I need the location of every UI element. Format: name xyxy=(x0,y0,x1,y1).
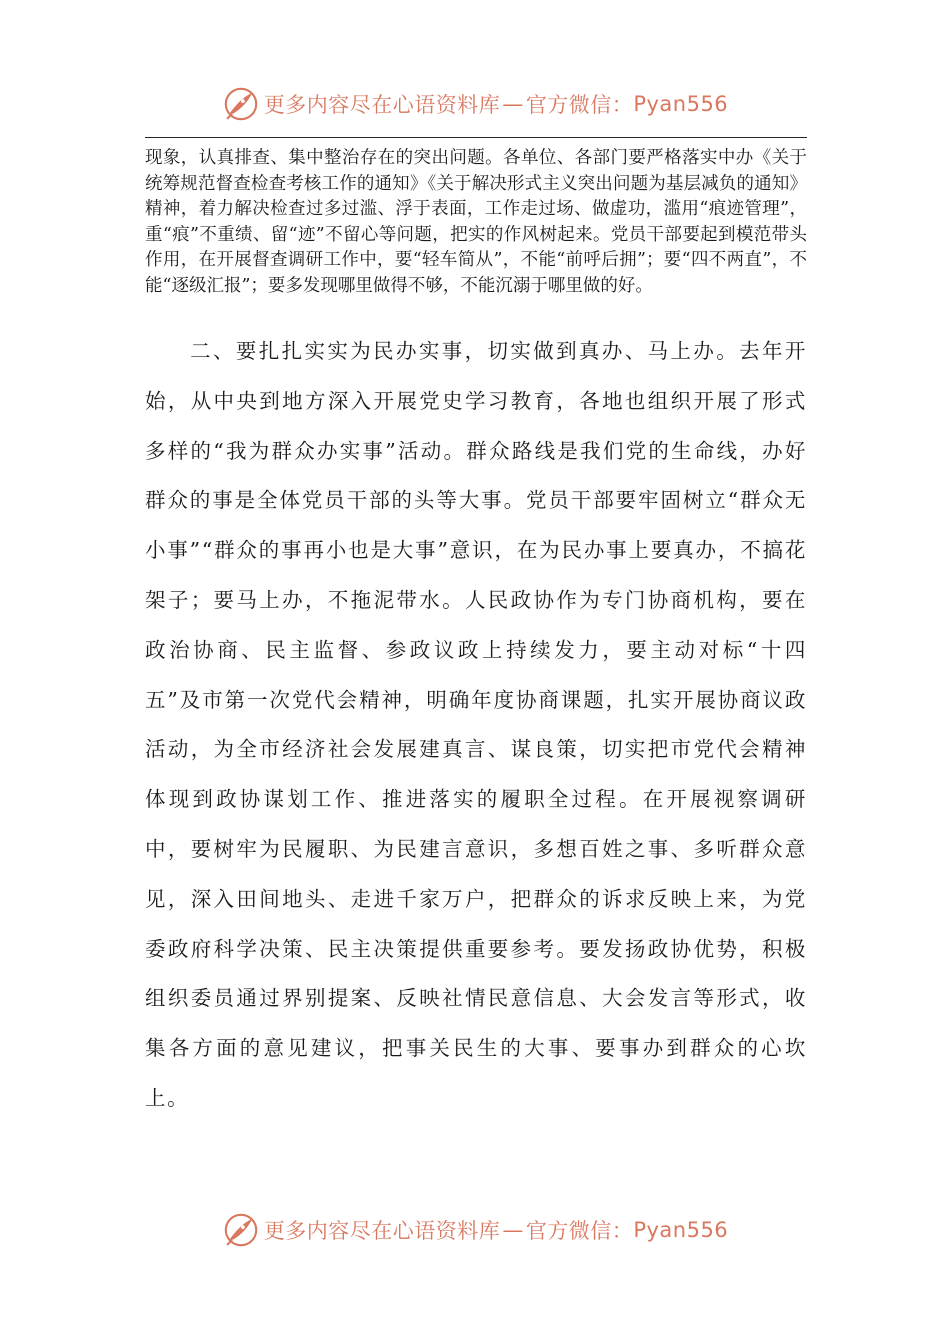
pen-nib-logo-icon xyxy=(222,1211,260,1249)
watermark-label: 官方微信： xyxy=(525,93,634,117)
header-watermark xyxy=(0,82,950,126)
pen-nib-logo-icon xyxy=(222,85,260,123)
watermark-separator: — xyxy=(502,1218,524,1242)
watermark-brand: 更多内容尽在心语资料库 xyxy=(263,1219,501,1243)
watermark-brand: 更多内容尽在心语资料库 xyxy=(263,93,501,117)
watermark-handle: Pyan556 xyxy=(633,1218,729,1242)
watermark-handle: Pyan556 xyxy=(633,92,729,116)
section-two-paragraph: 二、要扎扎实实为民办实事，切实做到真办、马上办。去年开始，从中央到地方深入开展党史学习教育，各地也组织开展了形式多样的“我为群众办实事”活动。群众路线是我们党的生命线，办好群众的事是全体党员干部的头等大事。党员干部要牢固树立“群众无小事”“群众的事再小也是大事”意识，在为民办事上要真办，不搞花架子；要马上办，不拖泥带水。人民政协作为专门协商机构，要在政治协商、民主监督、参政议政上持续发力，要主动对标“十四五”及市第一次党代会精神，明确年度协商课题，扎实开展协商议政活动，为全市经济社会发展建真言、谋良策，切实把市党代会精神体现到政协谋划工作、推进落实的履职全过程。在开展视察调研中，要树牢为民履职、为民建言意识，多想百姓之事、多听群众意见，深入田间地头、走进千家万户，把群众的诉求反映上来，为党委政府科学决策、民主决策提供重要参考。要发扬政协优势，积极组织委员通过界别提案、反映社情民意信息、大会发言等形式，收集各方面的意见建议，把事关民生的大事、要事办到群众的心坎上。 xyxy=(145,339,807,1110)
footer-watermark xyxy=(0,1208,950,1252)
watermark-label: 官方微信： xyxy=(525,1219,634,1243)
watermark-separator: — xyxy=(502,92,524,116)
continued-paragraph: 现象，认真排查、集中整治存在的突出问题。各单位、各部门要严格落实中办《关于统筹规范督查检查考核工作的通知》《关于解决形式主义突出问题为基层减负的通知》精神，着力解决检查过多过滥、浮于表面，工作走过场、做虚功，滥用“痕迹管理”，重“痕”不重绩、留“迹”不留心等问题，把实的作风树起来。党员干部要起到模范带头作用，在开展督查调研工作中，要“轻车简从”，不能“前呼后拥”；要“四不两直”，不能“逐级汇报”；要多发现哪里做得不够，不能沉溺于哪里做的好。 xyxy=(145,148,807,296)
header-divider xyxy=(145,137,807,138)
